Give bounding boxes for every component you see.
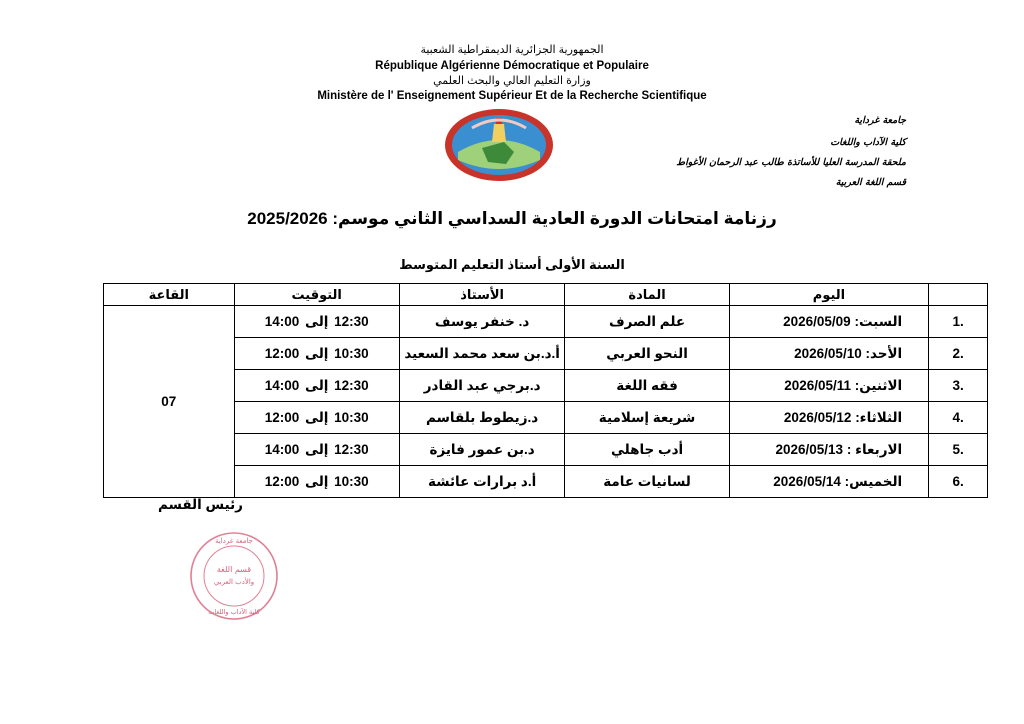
stamp-line-3: والأدب العربي bbox=[213, 578, 255, 586]
stamp-line-1: جامعة غرداية bbox=[215, 537, 253, 545]
faculty-department: قسم اللغة العربية bbox=[835, 177, 906, 188]
subject-cell: أدب جاهلي bbox=[565, 434, 729, 466]
stamp-line-4: كلية الآداب واللغات bbox=[208, 608, 260, 616]
document-subtitle: السنة الأولى أستاذ التعليم المتوسط bbox=[399, 257, 625, 272]
ministry-arabic: وزارة التعليم العالي والبحث العلمي bbox=[433, 75, 591, 87]
republic-arabic: الجمهورية الجزائرية الديمقراطية الشعبية bbox=[420, 44, 604, 56]
table-row bbox=[104, 434, 988, 466]
day-cell: الثلاثاء: 2026/05/12 bbox=[729, 402, 928, 434]
header-number bbox=[929, 284, 988, 306]
row-number: 1. bbox=[929, 306, 988, 338]
department-stamp bbox=[188, 530, 280, 622]
professor-cell: أ.د.بن سعد محمد السعيد bbox=[399, 338, 564, 370]
header-time: التوقيت bbox=[234, 284, 399, 306]
professor-cell: د.زيطوط بلقاسم bbox=[399, 402, 564, 434]
professor-cell: د.برجي عبد القادر bbox=[399, 370, 564, 402]
header-day: اليوم bbox=[729, 284, 928, 306]
row-number: 4. bbox=[929, 402, 988, 434]
row-number: 2. bbox=[929, 338, 988, 370]
subject-cell: النحو العربي bbox=[565, 338, 729, 370]
university-logo bbox=[444, 108, 554, 182]
header-subject: المادة bbox=[565, 284, 729, 306]
subject-cell: فقه اللغة bbox=[565, 370, 729, 402]
table-header-row bbox=[104, 284, 988, 306]
faculty-university: جامعة غرداية bbox=[854, 115, 906, 126]
row-number: 6. bbox=[929, 466, 988, 498]
table-row bbox=[104, 466, 988, 498]
document-title: رزنامة امتحانات الدورة العادية السداسي الثاني موسم: 2025/2026 bbox=[247, 209, 777, 228]
header-professor: الأستاذ bbox=[399, 284, 564, 306]
exam-schedule-table bbox=[103, 283, 988, 498]
day-cell: الأحد: 2026/05/10 bbox=[729, 338, 928, 370]
table-row bbox=[104, 306, 988, 338]
table-row bbox=[104, 402, 988, 434]
subject-cell: شريعة إسلامية bbox=[565, 402, 729, 434]
subject-cell: لسانيات عامة bbox=[565, 466, 729, 498]
row-number: 5. bbox=[929, 434, 988, 466]
professor-cell: د.بن عمور فايزة bbox=[399, 434, 564, 466]
day-cell: الاثنين: 2026/05/11 bbox=[729, 370, 928, 402]
time-cell: 12:30 إلى 14:00 bbox=[234, 434, 399, 466]
republic-french: République Algérienne Démocratique et Populaire bbox=[375, 60, 649, 72]
table-row bbox=[104, 338, 988, 370]
subject-cell: علم الصرف bbox=[565, 306, 729, 338]
time-cell: 10:30 إلى 12:00 bbox=[234, 466, 399, 498]
row-number: 3. bbox=[929, 370, 988, 402]
header-room: القاعة bbox=[104, 284, 235, 306]
faculty-name: كلية الآداب واللغات bbox=[830, 137, 906, 148]
time-cell: 10:30 إلى 12:00 bbox=[234, 338, 399, 370]
room-cell: 07 bbox=[104, 306, 235, 498]
professor-cell: أ.د برارات عائشة bbox=[399, 466, 564, 498]
day-cell: السبت: 2026/05/09 bbox=[729, 306, 928, 338]
day-cell: الاربعاء : 2026/05/13 bbox=[729, 434, 928, 466]
ministry-french: Ministère de l' Enseignement Supérieur Et de la Recherche Scientifique bbox=[317, 90, 707, 102]
table-row bbox=[104, 370, 988, 402]
day-cell: الخميس: 2026/05/14 bbox=[729, 466, 928, 498]
faculty-annex: ملحقة المدرسة العليا للأساتذة طالب عبد الرحمان الأغواط bbox=[676, 157, 906, 168]
professor-cell: د. خنفر يوسف bbox=[399, 306, 564, 338]
department-head-signature-label: رئيس القسم bbox=[158, 497, 243, 512]
stamp-line-2: قسم اللغة bbox=[216, 565, 252, 574]
time-cell: 12:30 إلى 14:00 bbox=[234, 306, 399, 338]
time-cell: 12:30 إلى 14:00 bbox=[234, 370, 399, 402]
time-cell: 10:30 إلى 12:00 bbox=[234, 402, 399, 434]
